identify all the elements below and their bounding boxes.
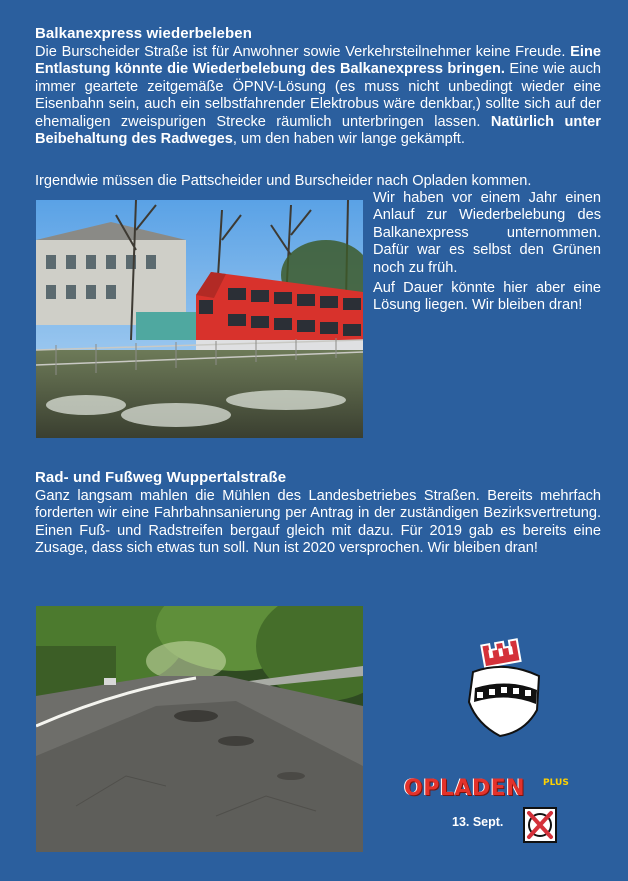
train-photo-graphic [36, 200, 363, 438]
p1-part-b: Eine Entlastung könnte die Wiederbelebung des Balkanexpress bringen. [35, 44, 601, 78]
section1-paragraph3: Wir haben vor einem Jahr einen Anlauf zur Wiederbelebung des Balkanexpress unternommen. Dafür war es selbst den Grünen noch zu früh. [373, 190, 601, 276]
section1-paragraph2: Irgendwie müssen die Pattscheider und Burscheider nach Opladen kommen. [35, 173, 532, 189]
p1-part-d: Natürlich unter Beibehaltung des Radweges [35, 113, 601, 148]
brand-wordmark: OPLADEN [404, 776, 526, 801]
train-photo [36, 200, 363, 438]
ballot-cross-icon [523, 807, 557, 843]
road-photo [36, 606, 363, 852]
coat-of-arms-logo [455, 632, 555, 742]
coat-of-arms-icon [455, 632, 555, 742]
election-date: 13. Sept. [452, 815, 504, 829]
p1-part-e: , um den haben wir lange gekämpft. [232, 131, 465, 148]
section2-paragraph1: Ganz langsam mahlen die Mühlen des Landesbetriebes Straßen. Bereits mehrfach forderten wir eine Fahrbahnsanierung per Antrag in der zuständigen Bezirksvertretung. Einen Fuß- und Radstreifen bergauf gleich mit dazu. Für 2019 gab es bereits eine Zusage, dass sich etwas tun soll. Nun ist 2020 versprochen. Wir bleiben dran! [35, 488, 601, 557]
road-photo-graphic [36, 606, 363, 852]
section1-title: Balkanexpress wiederbeleben [35, 25, 252, 42]
p1-part-c: Eine wie auch immer geartete zeitgemäße ÖPNV-Lösung (es muss nicht unbedingt wieder eine Eisenbahn sein, auch ein selbstfahrender Elektrobus wäre denkbar,) sollte sich auf der ehemaligen zweispurigen Strecke räumlich unterbringen lassen. [35, 61, 601, 130]
section2-title: Rad- und Fußweg Wuppertalstraße [35, 469, 287, 486]
brand-plus-label: PLUS [543, 778, 569, 788]
section1-paragraph4: Auf Dauer könnte hier aber eine Lösung liegen. Wir bleiben dran! [373, 280, 601, 314]
p1-part-a: Die Burscheider Straße ist für Anwohner sowie Verkehrsteilnehmer keine Freude. [35, 44, 571, 60]
section1-paragraph1 [35, 44, 601, 148]
